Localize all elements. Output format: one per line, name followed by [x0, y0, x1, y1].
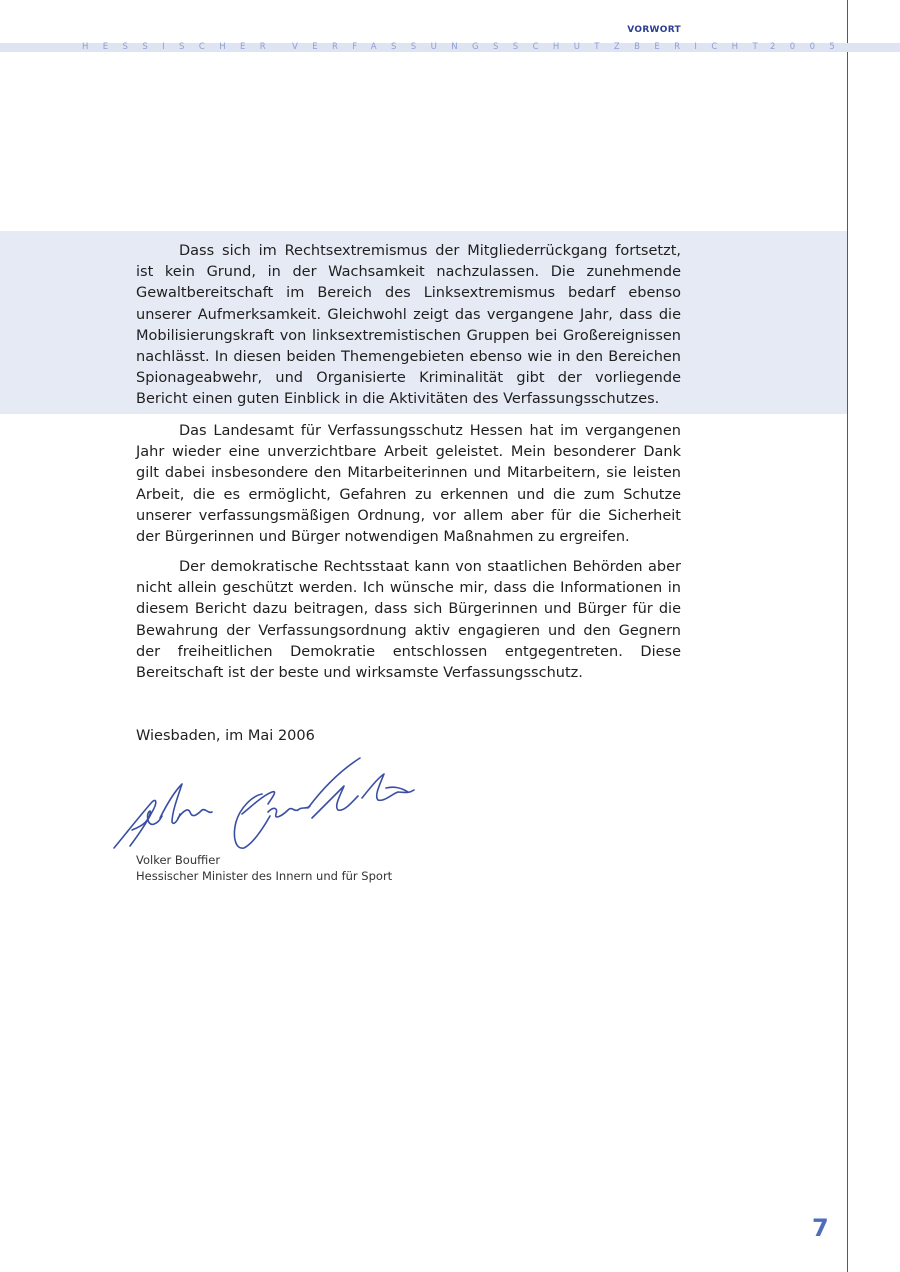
running-header — [0, 43, 900, 52]
running-header-left: HESSISCHER — [82, 42, 281, 52]
signatory-title: Hessischer Minister des Innern und für Sport — [136, 868, 393, 883]
signatory-name: Volker Bouffier — [136, 853, 221, 867]
section-label: VORWORT — [627, 25, 681, 35]
body-paragraph-1 — [136, 241, 681, 411]
body-paragraph-3 — [136, 557, 681, 684]
running-header-year: 2005 — [770, 42, 850, 52]
place-and-date: Wiesbaden, im Mai 2006 — [136, 728, 315, 744]
signatory-block — [136, 853, 392, 884]
paragraph-text: Der demokratische Rechtsstaat kann von staatlichen Behörden aber nicht allein geschützt werden. Ich wünsche mir, dass die Informationen in diesem Bericht dazu beitragen, dass sich Bürgerinnen und Bürger für die Bewahrung der Verfassungsordnung aktiv engagieren und den Gegnern der freiheitlichen Demokratie entschlossen entgegentreten. Diese Bereitschaft ist der beste und wirksamste Verfassungsschutz. — [136, 559, 681, 682]
handwritten-signature — [112, 752, 417, 856]
running-header-title: VERFASSUNGSSCHUTZBERICHT — [292, 42, 773, 52]
paragraph-text: Dass sich im Rechtsextremismus der Mitgliederrückgang fortsetzt, ist kein Grund, in der Wachsamkeit nachzulassen. Die zunehmende Gewaltbereitschaft im Bereich des Linksextremismus bedarf ebenso unserer Aufmerksamkeit. Gleichwohl zeigt das vergangene Jahr, dass die Mobilisierungskraft von linksextremistischen Gruppen bei Großereignissen nachlässt. In diesen beiden Themengebieten ebenso wie in den Bereichen Spionageabwehr, und Organisierte Kriminalität gibt der vorliegende Bericht einen guten Einblick in die Aktivitäten des Verfassungsschutzes. — [136, 243, 681, 408]
paragraph-text: Das Landesamt für Verfassungsschutz Hessen hat im vergangenen Jahr wieder eine unverzichtbare Arbeit geleistet. Mein besonderer Dank gilt dabei insbesondere den Mitarbeiterinnen und Mitarbeitern, sie leisten Arbeit, die es ermöglicht, Gefahren zu erkennen und die zum Schutze unserer verfassungsmäßigen Ordnung, vor allem aber für die Sicherheit der Bürgerinnen und Bürger notwendigen Maßnahmen zu ergreifen. — [136, 423, 681, 546]
page-number: 7 — [812, 1214, 829, 1242]
body-paragraph-2 — [136, 421, 681, 548]
page-border-line — [847, 0, 848, 1272]
